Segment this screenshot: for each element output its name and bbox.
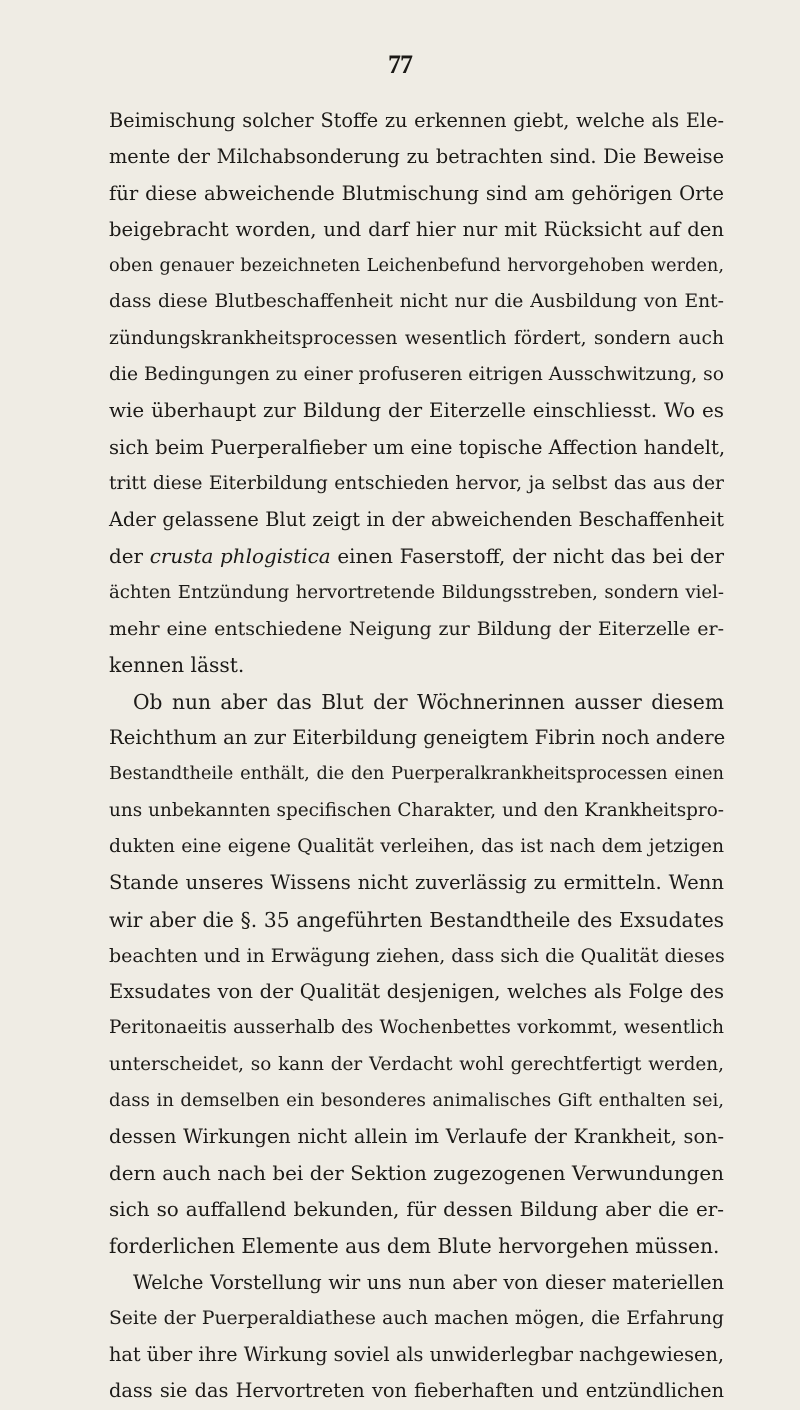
text-line: zündungskrankheitsprocessen wesentlich fördert, sondern auch xyxy=(109,327,724,349)
text-line: dass in demselben ein besonderes animalisches Gift enthalten sei, xyxy=(109,1090,724,1112)
text-line: Stande unseres Wissens nicht zuverlässig zu ermitteln. Wenn xyxy=(109,871,724,895)
text-line: Reichthum an zur Eiterbildung geneigtem Fibrin noch andere xyxy=(109,726,726,750)
body-text xyxy=(109,103,724,1410)
text-line: beigebracht worden, und darf hier nur mit Rücksicht auf den xyxy=(109,217,724,241)
text-line: sich so auffallend bekunden, für dessen Bildung aber die er- xyxy=(109,1197,724,1221)
text-line: mente der Milchabsonderung zu betrachten sind. Die Beweise xyxy=(109,145,724,169)
text-line: Welche Vorstellung wir uns nun aber von dieser materiellen xyxy=(133,1270,724,1294)
text-line: Exsudates von der Qualität desjenigen, welches als Folge des xyxy=(109,980,724,1004)
text-line: dessen Wirkungen nicht allein im Verlaufe der Krankheit, son- xyxy=(109,1125,724,1149)
text-line: die Bedingungen zu einer profuseren eitrigen Ausschwitzung, so xyxy=(109,364,725,386)
text-line: dass sie das Hervortreten von fieberhaften und entzündlichen xyxy=(109,1379,724,1403)
italic-term: crusta phlogistica xyxy=(149,544,331,568)
text-line: Peritonaeitis ausserhalb des Wochenbettes vorkommt, wesentlich xyxy=(109,1017,724,1039)
text-line: sich beim Puerperalfieber um eine topische Affection handelt, xyxy=(109,435,726,459)
text-line: Seite der Puerperaldiathese auch machen mögen, die Erfahrung xyxy=(109,1307,724,1329)
text-line: mehr eine entschiedene Neigung zur Bildung der Eiterzelle er- xyxy=(109,618,724,641)
text-line-segment: der xyxy=(109,544,150,568)
text-line: tritt diese Eiterbildung entschieden hervor, ja selbst das aus der xyxy=(109,472,724,494)
text-line: Bestandtheile enthält, die den Puerperalkrankheitsprocessen einen xyxy=(109,763,724,785)
page-number: 77 xyxy=(388,50,412,79)
text-line: Beimischung solcher Stoffe zu erkennen giebt, welche als Ele- xyxy=(109,109,724,132)
text-line: dass diese Blutbeschaffenheit nicht nur die Ausbildung von Ent- xyxy=(109,291,724,313)
text-line: forderlichen Elemente aus dem Blute hervorgehen müssen. xyxy=(109,1234,720,1259)
text-line: wie überhaupt zur Bildung der Eiterzelle einschliesst. Wo es xyxy=(109,399,724,423)
text-line: dern auch nach bei der Sektion zugezogenen Verwundungen xyxy=(109,1161,724,1185)
text-line: ächten Entzündung hervortretende Bildungsstreben, sondern viel- xyxy=(109,581,724,603)
text-line: Ader gelassene Blut zeigt in der abweichenden Beschaffenheit xyxy=(109,508,724,532)
text-line: oben genauer bezeichneten Leichenbefund hervorgehoben werden, xyxy=(109,255,724,277)
text-line-segment: einen Faserstoff, der nicht das bei der xyxy=(330,544,724,568)
text-line: uns unbekannten specifischen Charakter, und den Krankheitspro- xyxy=(109,799,724,821)
text-line: wir aber die §. 35 angeführten Bestandtheile des Exsudates xyxy=(109,907,724,932)
text-line: beachten und in Erwägung ziehen, dass sich die Qualität dieses xyxy=(109,944,725,967)
text-line: kennen lässt. xyxy=(109,653,245,678)
text-line: hat über ihre Wirkung soviel als unwiderlegbar nachgewiesen, xyxy=(109,1343,724,1367)
text-line: Ob nun aber das Blut der Wöchnerinnen ausser diesem xyxy=(133,689,724,714)
text-line: unterscheidet, so kann der Verdacht wohl gerechtfertigt werden, xyxy=(109,1053,724,1075)
text-line: für diese abweichende Blutmischung sind am gehörigen Orte xyxy=(109,181,724,205)
text-line xyxy=(109,539,724,575)
text-line: dukten eine eigene Qualität verleihen, das ist nach dem jetzigen xyxy=(109,835,724,857)
